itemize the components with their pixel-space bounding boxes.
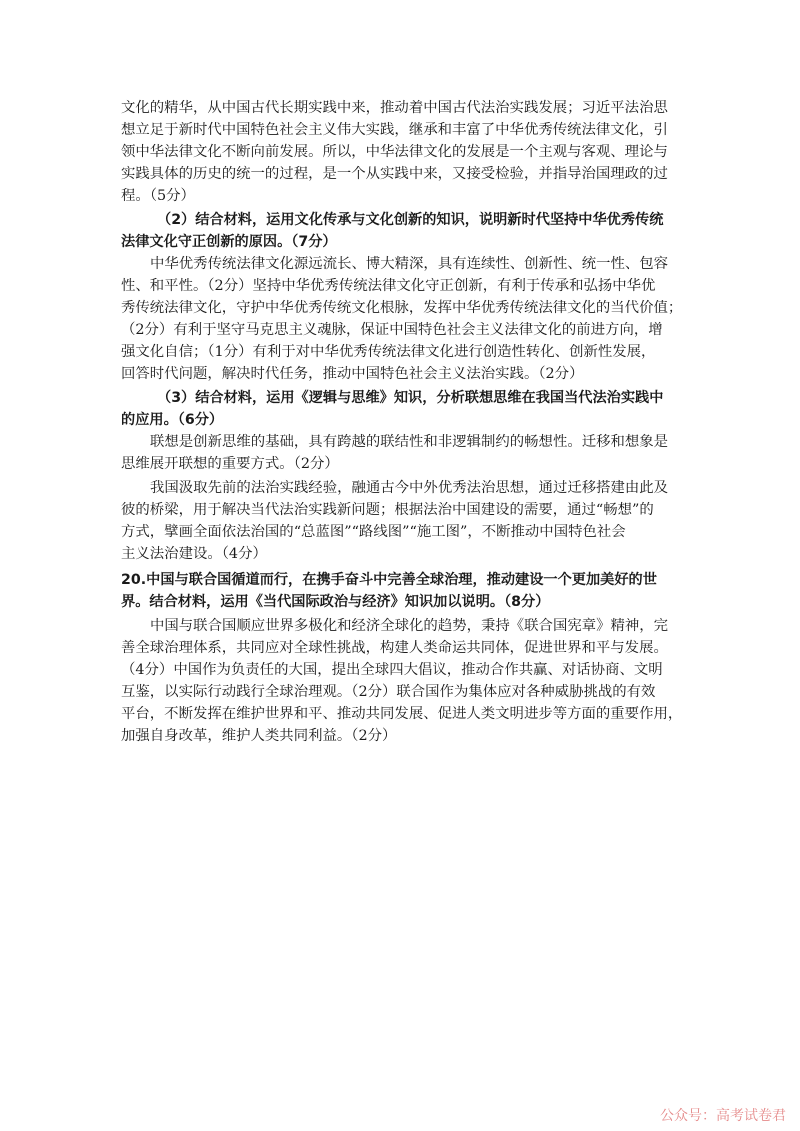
answer-line: 联想是创新思维的基础，具有跨越的联结性和非逻辑制约的畅想性。迁移和想象是	[150, 434, 669, 450]
answer-line: （2分）有利于坚守马克思主义魂脉，保证中国特色社会主义法律文化的前进方向，增	[121, 322, 663, 338]
answer-line: 善全球治理体系，共同应对全球性挑战，构建人类命运共同体，促进世界和平与发展。	[121, 640, 668, 656]
answer-line: 平台，不断发挥在维护世界和平、推动共同发展、促进人类文明进步等方面的重要作用，	[121, 706, 683, 722]
answer-line: 中华优秀传统法律文化源远流长、博大精深，具有连续性、创新性、统一性、包容	[150, 256, 669, 272]
answer-line: 回答时代问题，解决时代任务，推动中国特色社会主义法治实践。（2分）	[121, 366, 584, 382]
answer-line: （4分）中国作为负责任的大国，提出全球四大倡议，推动合作共赢、对话协商、文明	[121, 662, 663, 678]
answer-line: 领中华法律文化不断向前发展。所以，中华法律文化的发展是一个主观与客观、理论与	[121, 144, 668, 160]
answer-line: 实践具体的历史的统一的过程，是一个从实践中来，又接受检验，并指导治国理政的过	[121, 166, 668, 182]
answer-line: 秀传统法律文化，守护中华优秀传统文化根脉，发挥中华优秀传统法律文化的当代价值；	[121, 300, 683, 316]
answer-line: 中国与联合国顺应世界多极化和经济全球化的趋势，秉持《联合国宪章》精神，完	[150, 618, 669, 634]
question-line: （3）结合材料，运用《逻辑与思维》知识，分析联想思维在我国当代法治实践中	[157, 390, 664, 406]
answer-line: 思维展开联想的重要方式。（2分）	[121, 456, 339, 472]
answer-line: 想立足于新时代中国特色社会主义伟大实践，继承和丰富了中华优秀传统法律文化，引	[121, 122, 668, 138]
answer-line: 强文化自信；（1分）有利于对中华优秀传统法律文化进行创造性转化、创新性发展，	[121, 344, 656, 360]
answer-line: 文化的精华，从中国古代长期实践中来，推动着中国古代法治实践发展；习近平法治思	[121, 100, 668, 116]
answer-line: 互鉴，以实际行动践行全球治理观。（2分）联合国作为集体应对各种威胁挑战的有效	[121, 684, 656, 700]
answer-line: 加强自身改革，维护人类共同利益。（2分）	[121, 728, 397, 744]
watermark: 公众号：高考试卷君	[660, 1108, 786, 1124]
answer-line: 我国汲取先前的法治实践经验，融通古今中外优秀法治思想，通过迁移搭建由此及	[150, 480, 669, 496]
question-line: 20.中国与联合国循道而行，在携手奋斗中完善全球治理，推动建设一个更加美好的世	[121, 572, 657, 588]
answer-line: 彼的桥梁，用于解决当代法治实践新问题；根据法治中国建设的需要，通过“畅想”的	[121, 502, 654, 518]
answer-line: 性、和平性。（2分）坚持中华优秀传统法律文化守正创新，有利于传承和弘扬中华优	[121, 278, 656, 294]
question-line: （2）结合材料，运用文化传承与文化创新的知识，说明新时代坚持中华优秀传统	[157, 212, 664, 228]
question-line: 界。结合材料，运用《当代国际政治与经济》知识加以说明。（8分）	[121, 594, 550, 610]
answer-line: 主义法治建设。（4分）	[121, 546, 267, 562]
question-line: 的应用。（6分）	[121, 412, 224, 428]
answer-line: 程。（5分）	[121, 188, 195, 204]
question-line: 法律文化守正创新的原因。（7分）	[121, 234, 337, 250]
answer-line: 方式，擘画全面依法治国的“总蓝图”“路线图”“施工图”，不断推动中国特色社会	[121, 524, 626, 540]
